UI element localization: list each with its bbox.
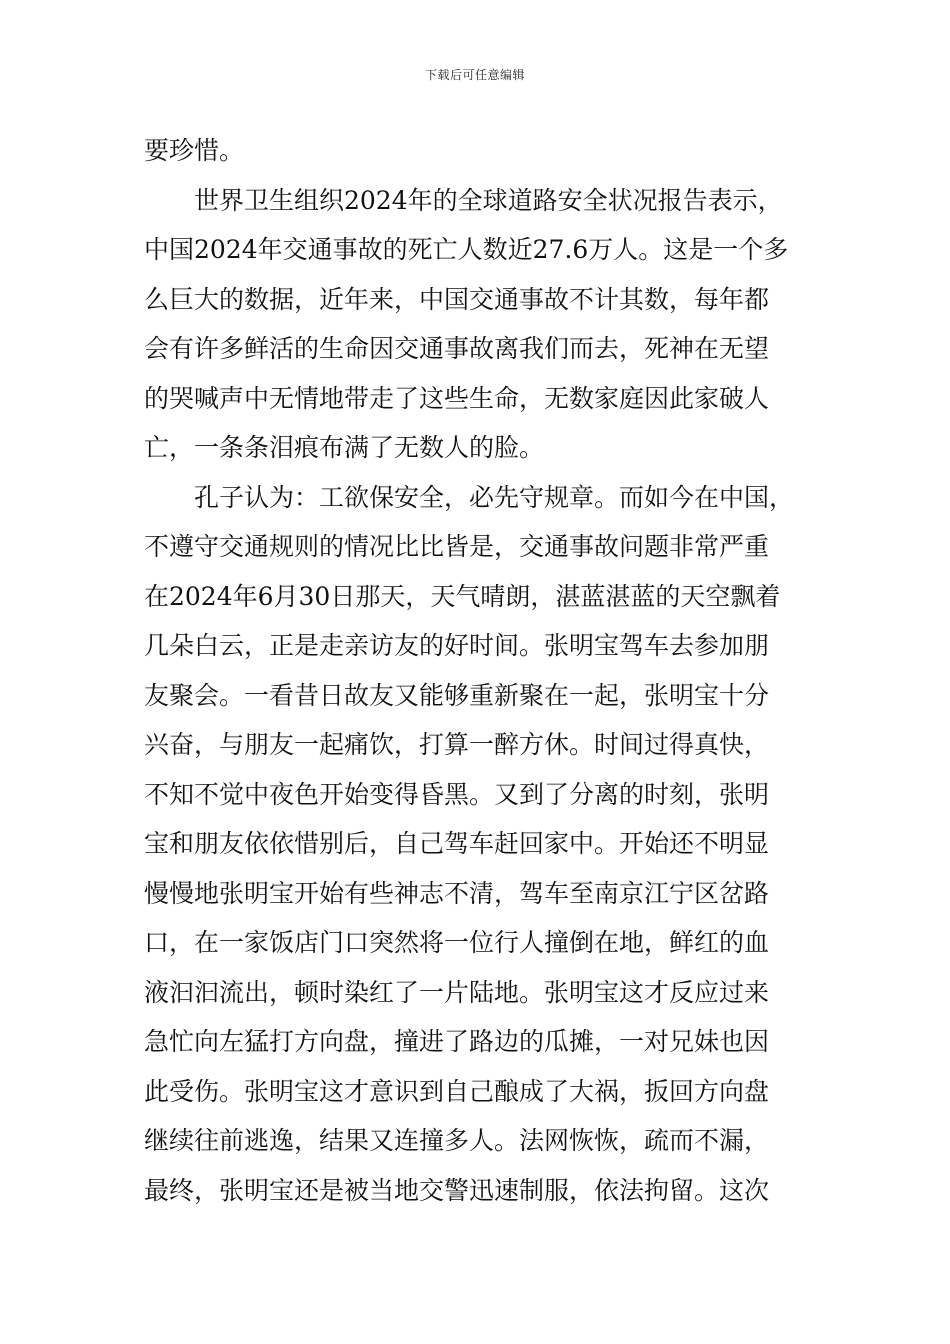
text-line: 么巨大的数据，近年来，中国交通事故不计其数，每年都 — [144, 284, 770, 314]
text-line: 友聚会。一看昔日故友又能够重新聚在一起，张明宝十分 — [144, 680, 770, 710]
text-line: 兴奋，与朋友一起痛饮，打算一醉方休。时间过得真快， — [144, 730, 770, 759]
paragraph-start-line: 世界卫生组织2024年的全球道路安全状况报告表示， — [194, 185, 783, 215]
text-line: 液汩汩流出，顿时染红了一片陆地。张明宝这才反应过来 — [144, 977, 770, 1007]
text-line: 中国2024年交通事故的死亡人数近27.6万人。这是一个多 — [144, 235, 789, 264]
text-line: 宝和朋友依依惜别后，自己驾车赶回家中。开始还不明显 — [144, 829, 770, 858]
text-line: 在2024年6月30日那天，天气晴朗，湛蓝湛蓝的天空飘着 — [144, 581, 781, 611]
text-line: 此受伤。张明宝这才意识到自己酿成了大祸，扳回方向盘 — [144, 1076, 770, 1106]
text-line: 的哭喊声中无情地带走了这些生命，无数家庭因此家破人 — [144, 383, 770, 413]
text-line: 不遵守交通规则的情况比比皆是，交通事故问题非常严重 — [144, 532, 770, 561]
paragraph-start-line: 孔子认为：工欲保安全，必先守规章。而如今在中国， — [194, 482, 795, 512]
text-line: 最终，张明宝还是被当地交警迅速制服，依法拘留。这次 — [144, 1175, 770, 1205]
text-line: 急忙向左猛打方向盘，撞进了路边的瓜摊，一对兄妹也因 — [144, 1027, 770, 1056]
text-line: 口，在一家饭店门口突然将一位行人撞倒在地，鲜红的血 — [144, 928, 770, 957]
text-line: 会有许多鲜活的生命因交通事故离我们而去，死神在无望 — [144, 334, 770, 363]
body-text — [144, 126, 814, 1215]
text-line: 亡，一条条泪痕布满了无数人的脸。 — [144, 433, 545, 462]
text-line: 要珍惜。 — [144, 136, 245, 165]
text-line: 几朵白云，正是走亲访友的好时间。张明宝驾车去参加朋 — [144, 631, 770, 660]
text-line: 不知不觉中夜色开始变得昏黑。又到了分离的时刻，张明 — [144, 779, 770, 809]
text-line: 慢慢地张明宝开始有些神志不清，驾车至南京江宁区岔路 — [144, 878, 770, 908]
text-line: 继续往前逃逸，结果又连撞多人。法网恢恢，疏而不漏， — [144, 1126, 770, 1155]
page-header: 下载后可任意编辑 — [424, 68, 525, 82]
